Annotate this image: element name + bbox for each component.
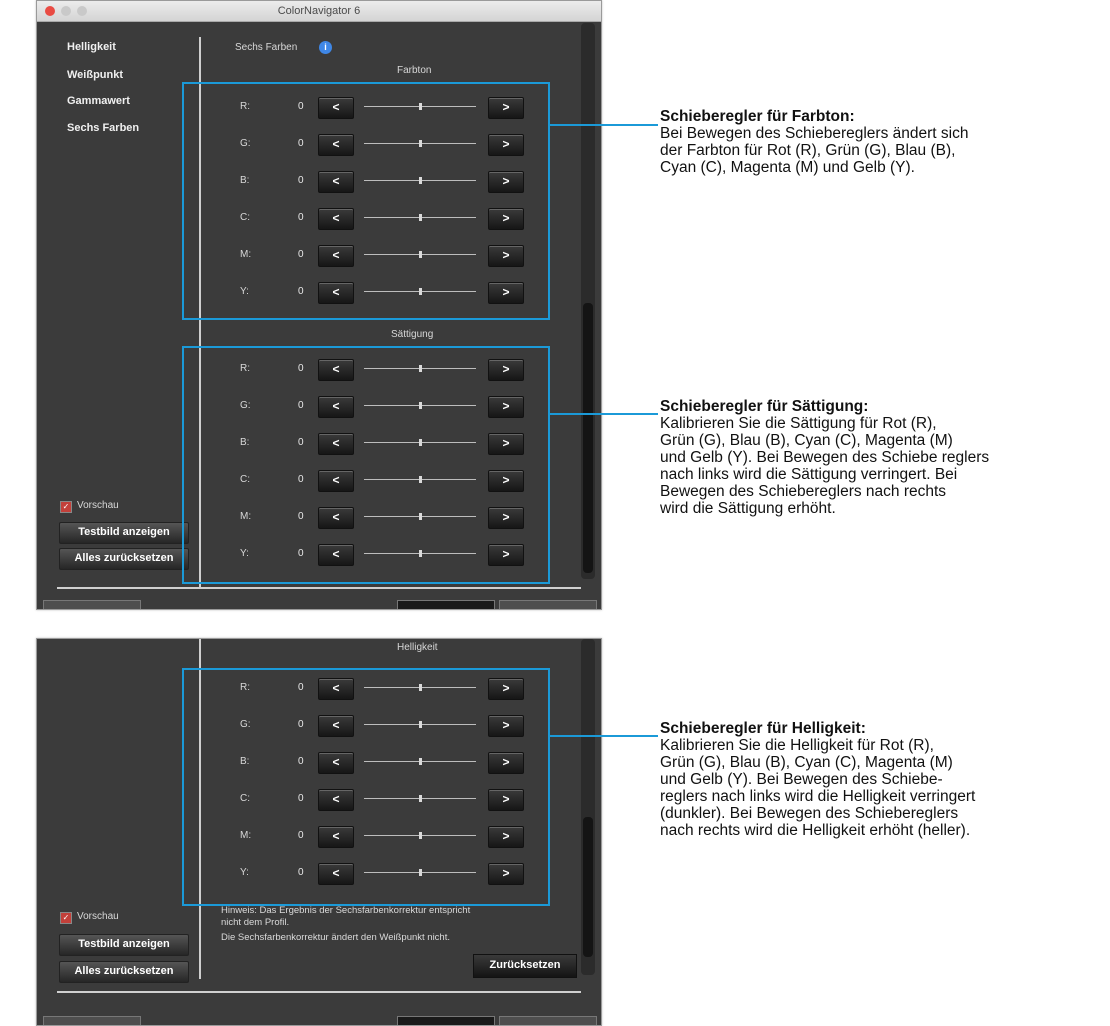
slider-knob[interactable] [419, 795, 422, 802]
increment-button[interactable]: > [488, 171, 524, 193]
footer-button-left[interactable] [43, 1016, 141, 1026]
slider-row [240, 359, 540, 379]
slider-value: 0 [298, 363, 304, 374]
callout-line: Kalibrieren Sie die Helligkeit für Rot (R), [660, 737, 934, 754]
footer-button-middle[interactable] [397, 600, 495, 610]
slider-value: 0 [298, 719, 304, 730]
sidebar-item-sechs-farben[interactable]: Sechs Farben [67, 122, 140, 134]
testbild-button[interactable]: Testbild anzeigen [59, 934, 189, 956]
slider-knob[interactable] [419, 550, 422, 557]
increment-button[interactable]: > [488, 282, 524, 304]
callout-helligkeit [660, 720, 1100, 839]
slider-row [240, 396, 540, 416]
footer-button-right[interactable] [499, 1016, 597, 1026]
preview-label: Vorschau [77, 500, 119, 511]
scrollbar-thumb[interactable] [583, 303, 593, 573]
slider-row [240, 789, 540, 809]
slider-row [240, 826, 540, 846]
footer-button-middle[interactable] [397, 1016, 495, 1026]
close-window-icon[interactable] [45, 6, 55, 16]
channel-label: B: [240, 175, 250, 186]
increment-button[interactable]: > [488, 470, 524, 492]
note-line-3: Die Sechsfarbenkorrektur ändert den Weißpunkt nicht. [221, 932, 450, 943]
slider-value: 0 [298, 212, 304, 223]
channel-label: M: [240, 249, 252, 260]
footer-button-right[interactable] [499, 600, 597, 610]
decrement-button[interactable]: < [318, 134, 354, 156]
slider-value: 0 [298, 286, 304, 297]
slider-row [240, 433, 540, 453]
slider-value: 0 [298, 175, 304, 186]
slider-value: 0 [298, 437, 304, 448]
slider-row [240, 715, 540, 735]
callout-saettigung [660, 398, 1100, 517]
slider-value: 0 [298, 249, 304, 260]
slider-row [240, 282, 540, 302]
slider-row [240, 134, 540, 154]
increment-button[interactable]: > [488, 752, 524, 774]
sidebar-item-helligkeit[interactable]: Helligkeit [67, 41, 116, 53]
increment-button[interactable]: > [488, 863, 524, 885]
slider-value: 0 [298, 138, 304, 149]
scrollbar[interactable] [581, 639, 595, 975]
decrement-button[interactable]: < [318, 359, 354, 381]
slider-row [240, 544, 540, 564]
callout-heading: Schieberegler für Sättigung: [660, 398, 869, 415]
decrement-button[interactable]: < [318, 97, 354, 119]
callout-line: Cyan (C), Magenta (M) und Gelb (Y). [660, 159, 915, 176]
callout-line: der Farbton für Rot (R), Grün (G), Blau (B), [660, 142, 956, 159]
decrement-button[interactable]: < [318, 208, 354, 230]
increment-button[interactable]: > [488, 396, 524, 418]
decrement-button[interactable]: < [318, 282, 354, 304]
preview-checkbox[interactable]: ✓ [60, 912, 72, 924]
slider-row [240, 752, 540, 772]
slider-value: 0 [298, 830, 304, 841]
decrement-button[interactable]: < [318, 507, 354, 529]
slider-row [240, 863, 540, 883]
sidebar-divider [199, 639, 201, 979]
increment-button[interactable]: > [488, 134, 524, 156]
slider-value: 0 [298, 511, 304, 522]
slider-knob[interactable] [419, 365, 422, 372]
footer-divider [57, 991, 581, 993]
decrement-button[interactable]: < [318, 789, 354, 811]
increment-button[interactable]: > [488, 826, 524, 848]
slider-value: 0 [298, 400, 304, 411]
channel-label: Y: [240, 286, 249, 297]
slider-knob[interactable] [419, 288, 422, 295]
slider-knob[interactable] [419, 251, 422, 258]
footer-divider [57, 587, 581, 589]
panel-header: Sechs Farben [235, 42, 298, 53]
slider-row [240, 171, 540, 191]
decrement-button[interactable]: < [318, 678, 354, 700]
slider-knob[interactable] [419, 513, 422, 520]
slider-value: 0 [298, 682, 304, 693]
slider-knob[interactable] [419, 869, 422, 876]
slider-value: 0 [298, 756, 304, 767]
slider-knob[interactable] [419, 476, 422, 483]
testbild-button[interactable]: Testbild anzeigen [59, 522, 189, 544]
decrement-button[interactable]: < [318, 171, 354, 193]
channel-label: B: [240, 756, 250, 767]
slider-row [240, 678, 540, 698]
increment-button[interactable]: > [488, 208, 524, 230]
channel-label: M: [240, 511, 252, 522]
connector-helligkeit [550, 735, 658, 737]
note-line-1: Hinweis: Das Ergebnis der Sechsfarbenkorrektur entspricht [221, 905, 471, 916]
increment-button[interactable]: > [488, 678, 524, 700]
footer-button-left[interactable] [43, 600, 141, 610]
reset-all-button[interactable]: Alles zurücksetzen [59, 548, 189, 570]
section-title-helligkeit: Helligkeit [397, 642, 438, 653]
decrement-button[interactable]: < [318, 752, 354, 774]
channel-label: R: [240, 682, 250, 693]
callout-line: reglers nach links wird die Helligkeit verringert [660, 788, 976, 805]
channel-label: G: [240, 400, 251, 411]
minimize-window-icon[interactable] [61, 6, 71, 16]
slider-value: 0 [298, 793, 304, 804]
channel-label: M: [240, 830, 252, 841]
decrement-button[interactable]: < [318, 433, 354, 455]
slider-row [240, 97, 540, 117]
channel-label: Y: [240, 867, 249, 878]
callout-line: Bewegen des Schiebereglers nach rechts [660, 483, 947, 500]
slider-knob[interactable] [419, 758, 422, 765]
channel-label: C: [240, 474, 250, 485]
slider-knob[interactable] [419, 832, 422, 839]
slider-knob[interactable] [419, 103, 422, 110]
window-titlebar [37, 1, 601, 22]
note-line-2: nicht dem Profil. [221, 917, 290, 928]
preview-checkbox[interactable]: ✓ [60, 501, 72, 513]
info-icon[interactable]: i [319, 41, 332, 54]
colornavigator-window-scrolled [36, 638, 602, 1026]
slider-value: 0 [298, 867, 304, 878]
channel-label: G: [240, 138, 251, 149]
slider-knob[interactable] [419, 439, 422, 446]
channel-label: R: [240, 101, 250, 112]
channel-label: R: [240, 363, 250, 374]
increment-button[interactable]: > [488, 245, 524, 267]
callout-line: und Gelb (Y). Bei Bewegen des Schiebe reglers [660, 449, 990, 466]
slider-row [240, 245, 540, 265]
scrollbar-thumb[interactable] [583, 817, 593, 957]
slider-value: 0 [298, 474, 304, 485]
channel-label: G: [240, 719, 251, 730]
decrement-button[interactable]: < [318, 396, 354, 418]
callout-heading: Schieberegler für Helligkeit: [660, 720, 866, 737]
callout-line: Kalibrieren Sie die Sättigung für Rot (R), [660, 415, 937, 432]
section-title-saettigung: Sättigung [391, 329, 434, 340]
channel-label: B: [240, 437, 250, 448]
increment-button[interactable]: > [488, 789, 524, 811]
reset-button[interactable]: Zurücksetzen [473, 954, 577, 978]
scrollbar[interactable] [581, 23, 595, 579]
slider-knob[interactable] [419, 721, 422, 728]
slider-value: 0 [298, 101, 304, 112]
callout-line: wird die Sättigung erhöht. [660, 500, 836, 517]
sidebar-item-gammawert[interactable]: Gammawert [67, 95, 130, 107]
colornavigator-window [36, 0, 602, 610]
slider-row [240, 470, 540, 490]
callout-line: (dunkler). Bei Bewegen des Schiebereglers [660, 805, 959, 822]
preview-label: Vorschau [77, 911, 119, 922]
connector-farbton [550, 124, 658, 126]
increment-button[interactable]: > [488, 433, 524, 455]
increment-button[interactable]: > [488, 97, 524, 119]
callout-line: und Gelb (Y). Bei Bewegen des Schiebe- [660, 771, 943, 788]
increment-button[interactable]: > [488, 715, 524, 737]
slider-row [240, 208, 540, 228]
slider-knob[interactable] [419, 177, 422, 184]
connector-saettigung [550, 413, 658, 415]
slider-knob[interactable] [419, 140, 422, 147]
callout-line: nach links wird die Sättigung verringert. Bei [660, 466, 958, 483]
slider-knob[interactable] [419, 214, 422, 221]
sidebar-divider [199, 37, 201, 587]
channel-label: Y: [240, 548, 249, 559]
decrement-button[interactable]: < [318, 245, 354, 267]
slider-row [240, 507, 540, 527]
decrement-button[interactable]: < [318, 544, 354, 566]
slider-value: 0 [298, 548, 304, 559]
decrement-button[interactable]: < [318, 826, 354, 848]
slider-knob[interactable] [419, 402, 422, 409]
increment-button[interactable]: > [488, 544, 524, 566]
section-title-farbton: Farbton [397, 65, 432, 76]
window-title: ColorNavigator 6 [277, 5, 361, 17]
callout-line: Grün (G), Blau (B), Cyan (C), Magenta (M) [660, 432, 953, 449]
decrement-button[interactable]: < [318, 715, 354, 737]
callout-farbton [660, 108, 1100, 176]
zoom-window-icon[interactable] [77, 6, 87, 16]
callout-line: nach rechts wird die Helligkeit erhöht (heller). [660, 822, 971, 839]
sidebar-item-weisspunkt[interactable]: Weißpunkt [67, 69, 124, 81]
increment-button[interactable]: > [488, 507, 524, 529]
slider-knob[interactable] [419, 684, 422, 691]
reset-all-button[interactable]: Alles zurücksetzen [59, 961, 189, 983]
decrement-button[interactable]: < [318, 470, 354, 492]
increment-button[interactable]: > [488, 359, 524, 381]
decrement-button[interactable]: < [318, 863, 354, 885]
callout-line: Bei Bewegen des Schiebereglers ändert sich [660, 125, 969, 142]
channel-label: C: [240, 793, 250, 804]
callout-heading: Schieberegler für Farbton: [660, 108, 855, 125]
callout-line: Grün (G), Blau (B), Cyan (C), Magenta (M) [660, 754, 953, 771]
channel-label: C: [240, 212, 250, 223]
